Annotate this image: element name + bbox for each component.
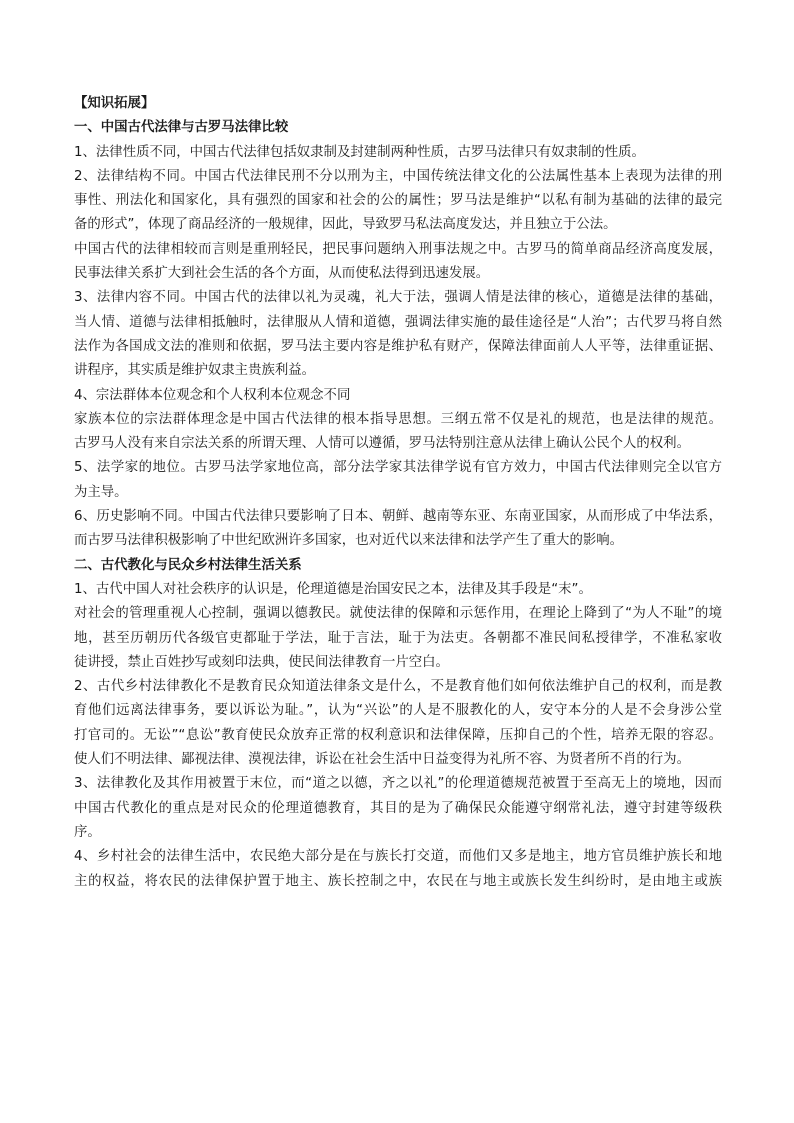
body-text-line: 当人情、道德与法律相抵触时，法律服从人情和道德，强调法律实施的最佳途径是“人治”；古代罗马将自然 <box>74 314 722 330</box>
body-text-line: 徒讲授，禁止百姓抄写或刻印法典，使民间法律教育一片空白。 <box>74 654 449 670</box>
body-text-line: 讲程序，其实质是维护奴隶主贵族利益。 <box>74 363 316 379</box>
body-text-line: 为主导。 <box>74 484 128 500</box>
body-text-line: 打官司的。无讼”“息讼”教育使民众放弃正常的权利意识和法律保障，压抑自己的个性，培养无限的容忍。 <box>74 727 722 743</box>
body-text-line: 备的形式”，体现了商品经济的一般规律，因此，导致罗马私法高度发达，并且独立于公法。 <box>74 217 617 233</box>
body-text-line: 事性、刑法化和国家化，具有强烈的国家和社会的公的属性；罗马法是维护“以私有制为基础的法律的最完 <box>74 193 722 209</box>
section-heading-line: 一、中国古代法律与古罗马法律比较 <box>74 120 289 136</box>
body-text-line: 古罗马人没有来自宗法关系的所谓天理、人情可以遵循，罗马法特别注意从法律上确认公民个人的权利。 <box>74 436 690 452</box>
body-text-line: 2、古代乡村法律教化不是教育民众知道法律条文是什么，不是教育他们如何依法维护自己的权利，而是教 <box>74 679 722 695</box>
body-text-line: 4、乡村社会的法律生活中，农民绝大部分是在与族长打交道，而他们又多是地主，地方官员维护族长和地 <box>74 849 722 865</box>
body-text-line: 3、法律内容不同。中国古代的法律以礼为灵魂，礼大于法，强调人情是法律的核心，道德是法律的基础， <box>74 290 722 306</box>
body-text-line: 1、法律性质不同，中国古代法律包括奴隶制及封建制两种性质，古罗马法律只有奴隶制的性质。 <box>74 144 645 160</box>
body-text-line: 6、历史影响不同。中国古代法律只要影响了日本、朝鲜、越南等东亚、东南亚国家，从而形成了中华法系， <box>74 509 722 525</box>
body-text-line: 家族本位的宗法群体理念是中国古代法律的根本指导思想。三纲五常不仅是礼的规范，也是法律的规范。 <box>74 411 722 427</box>
section-heading-line: 二、古代教化与民众乡村法律生活关系 <box>74 557 302 573</box>
body-text-line: 3、法律教化及其作用被置于末位，而“道之以德，齐之以礼”的伦理道德规范被置于至高无上的境地，因而 <box>74 776 722 792</box>
body-text-line: 序。 <box>74 824 101 840</box>
body-text-line: 而古罗马法律积极影响了中世纪欧洲许多国家，也对近代以来法律和法学产生了重大的影响。 <box>74 533 624 549</box>
body-text-line: 中国古代教化的重点是对民众的伦理道德教育，其目的是为了确保民众能遵守纲常礼法，遵守封建等级秩 <box>74 800 722 816</box>
body-text-line: 2、法律结构不同。中国古代法律民刑不分以刑为主，中国传统法律文化的公法属性基本上表现为法律的刑 <box>74 168 722 184</box>
body-text-line: 中国古代的法律相较而言则是重刑轻民，把民事问题纳入刑事法规之中。古罗马的简单商品经济高度发展， <box>74 241 722 257</box>
section-heading-line: 【知识拓展】 <box>74 96 155 111</box>
body-text-line: 使人们不明法律、鄙视法律、漠视法律，诉讼在社会生活中日益变得为礼所不容、为贤者所不肖的行为。 <box>74 752 690 768</box>
body-text-line: 地，甚至历朝历代各级官吏都耻于学法，耻于言法，耻于为法吏。各朝都不准民间私授律学，不准私家收 <box>74 630 722 646</box>
body-text-line: 法作为各国成文法的准则和依据，罗马法主要内容是维护私有财产，保障法律面前人人平等，法律重证据、 <box>74 338 722 354</box>
body-text-line: 对社会的管理重视人心控制，强调以德教民。就使法律的保障和示惩作用，在理论上降到了“为人不耻”的境 <box>74 606 722 622</box>
body-text-line: 4、宗法群体本位观念和个人权利本位观念不同 <box>74 387 351 403</box>
body-text-line: 民事法律关系扩大到社会生活的各个方面，从而使私法得到迅速发展。 <box>74 266 490 282</box>
body-text-line: 5、法学家的地位。古罗马法学家地位高，部分法学家其法律学说有官方效力，中国古代法律则完全以官方 <box>74 460 722 476</box>
document-page <box>74 92 722 894</box>
body-text-line: 1、古代中国人对社会秩序的认识是，伦理道德是治国安民之本，法律及其手段是“末”。 <box>74 581 592 597</box>
body-text-line: 主的权益，将农民的法律保护置于地主、族长控制之中，农民在与地主或族长发生纠纷时，是由地主或族 <box>74 873 722 889</box>
body-text-line: 育他们远离法律事务，要以诉讼为耻。”，认为“兴讼”的人是不服教化的人，安守本分的人是不会身涉公堂 <box>74 703 722 719</box>
